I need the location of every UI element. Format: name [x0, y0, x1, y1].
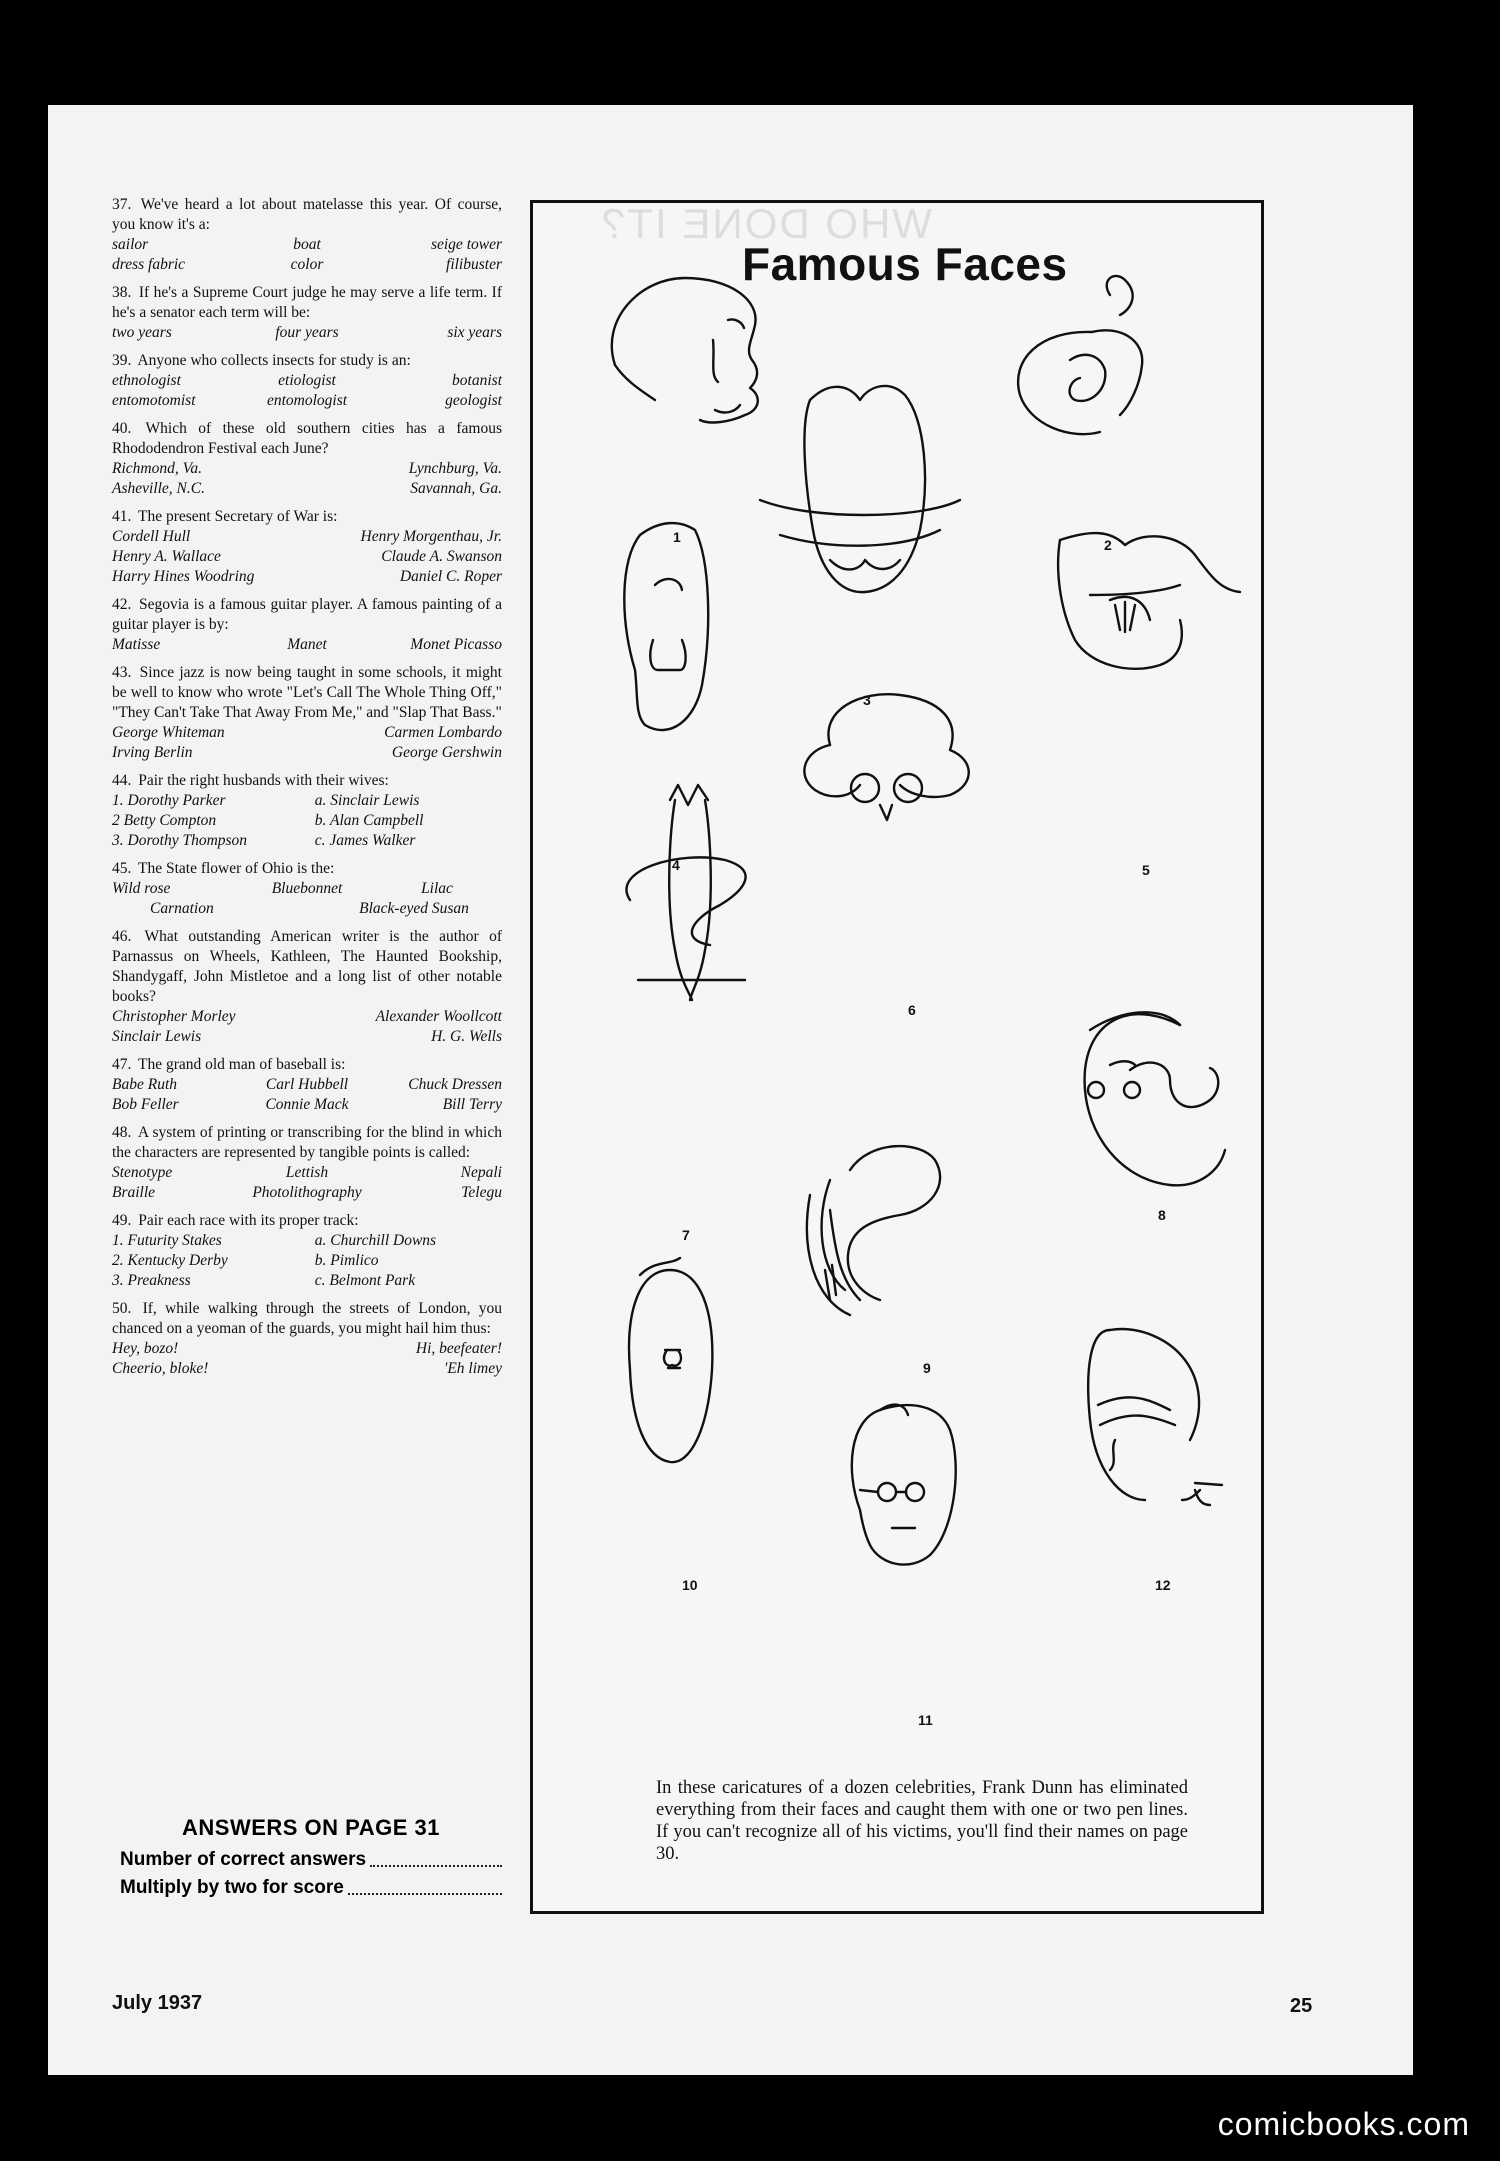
face-8-drawing	[1085, 1012, 1225, 1185]
question-37: 37. We've heard a lot about matelasse this year. Of course, you know it's a: sailor boat seige tower dress fabric color filibuster	[112, 196, 502, 273]
question-options: Matisse Manet Monet Picasso	[112, 636, 502, 653]
question-39: 39. Anyone who collects insects for study is an: ethnologist etiologist botanist entomotomist entomologist geologist	[112, 352, 502, 409]
face-12-drawing	[1088, 1329, 1222, 1505]
question-options: Hey, bozo! Hi, beefeater! Cheerio, bloke! 'Eh limey	[112, 1340, 502, 1377]
question-options: ethnologist etiologist botanist entomotomist entomologist geologist	[112, 372, 502, 409]
answers-heading: ANSWERS ON PAGE 31	[182, 1815, 440, 1840]
face-number-7: 7	[682, 1227, 690, 1243]
face-number-9: 9	[923, 1360, 931, 1376]
face-4-drawing	[624, 523, 708, 730]
watermark: comicbooks.com	[1217, 2106, 1470, 2142]
face-number-4: 4	[672, 857, 680, 873]
question-options: Cordell Hull Henry Morgenthau, Jr. Henry A. Wallace Claude A. Swanson Harry Hines Woodring Daniel C. Roper	[112, 528, 502, 585]
score-line: Multiply by two for score	[120, 1877, 502, 1899]
question-options: sailor boat seige tower dress fabric color filibuster	[112, 236, 502, 273]
face-11-drawing	[852, 1405, 956, 1565]
question-42: 42. Segovia is a famous guitar player. A famous painting of a guitar player is by: Matisse Manet Monet Picasso	[112, 596, 503, 653]
question-options: Stenotype Lettish Nepali Braille Photolithography Telegu	[112, 1164, 502, 1201]
question-pairs: 1. Futurity Stakes a. Churchill Downs 2. Kentucky Derby b. Pimlico 3. Preakness c. Belmont Park	[112, 1232, 437, 1289]
face-number-6: 6	[908, 1002, 916, 1018]
face-5-drawing	[1058, 533, 1240, 669]
question-46: 46. What outstanding American writer is the author of Parnassus on Wheels, Kathleen, The Haunted Bookship, Shandygaff, John Mistletoe and a long list of other notable books? Christopher Morley Alexander Woollcott Sinclair Lewis H. G. Wells	[112, 928, 502, 1045]
face-number-8: 8	[1158, 1207, 1166, 1223]
face-number-12: 12	[1155, 1577, 1171, 1593]
face-6-drawing	[804, 694, 968, 820]
panel-caption: In these caricatures of a dozen celebrities, Frank Dunn has eliminated everything from their faces and caught them with one or two pen lines. If you can't recognize all of his victims, you'll find their names on page 30.	[656, 1778, 1188, 1864]
question-41: 41. The present Secretary of War is: Cordell Hull Henry Morgenthau, Jr. Henry A. Wallace Claude A. Swanson Harry Hines Woodring Daniel C. Roper	[112, 508, 502, 585]
face-number-3: 3	[863, 692, 871, 708]
face-10-drawing	[629, 1258, 712, 1462]
page-number: 25	[1290, 1995, 1313, 2017]
question-options: Babe Ruth Carl Hubbell Chuck Dressen Bob Feller Connie Mack Bill Terry	[112, 1076, 502, 1113]
answers-box	[120, 1815, 502, 1905]
question-options: two years four years six years	[112, 324, 502, 341]
face-1-drawing	[612, 278, 758, 422]
caricature-drawings	[530, 200, 1258, 1760]
question-options: Christopher Morley Alexander Woollcott Sinclair Lewis H. G. Wells	[112, 1008, 502, 1045]
face-3-drawing	[760, 386, 960, 592]
question-options: Wild rose Bluebonnet Lilac	[112, 880, 453, 897]
question-40: 40. Which of these old southern cities has a famous Rhododendron Festival each June? Richmond, Va. Lynchburg, Va. Asheville, N.C. Savannah, Ga.	[112, 420, 502, 497]
question-options: George Whiteman Carmen Lombardo Irving Berlin George Gershwin	[112, 724, 502, 761]
face-9-drawing	[807, 1146, 940, 1315]
question-45: 45. The State flower of Ohio is the: Wild rose Bluebonnet Lilac Carnation Black-eyed Susan	[112, 859, 502, 919]
face-number-10: 10	[682, 1577, 698, 1593]
correct-answers-line: Number of correct answers	[120, 1849, 502, 1871]
question-38: 38. If he's a Supreme Court judge he may serve a life term. If he's a senator each term will be: two years four years six years	[112, 284, 503, 341]
question-44: 44. Pair the right husbands with their wives: 1. Dorothy Parker a. Sinclair Lewis 2 Betty Compton b. Alan Campbell 3. Dorothy Thompson c. James Walker	[112, 771, 502, 851]
question-options: Richmond, Va. Lynchburg, Va. Asheville, N.C. Savannah, Ga.	[112, 460, 502, 497]
question-49: 49. Pair each race with its proper track: 1. Futurity Stakes a. Churchill Downs 2. Kentucky Derby b. Pimlico 3. Preakness c. Belmont Park	[112, 1211, 502, 1291]
face-number-1: 1	[673, 529, 681, 545]
face-2-drawing	[1018, 276, 1142, 434]
face-7-drawing	[626, 785, 745, 1000]
show-through-text: WHO DONE IT?	[600, 200, 933, 247]
face-number-11: 11	[918, 1712, 933, 1728]
face-number-5: 5	[1142, 862, 1150, 878]
question-47: 47. The grand old man of baseball is: Babe Ruth Carl Hubbell Chuck Dressen Bob Feller Connie Mack Bill Terry	[112, 1056, 502, 1113]
face-number-2: 2	[1104, 537, 1112, 553]
question-pairs: 1. Dorothy Parker a. Sinclair Lewis 2 Betty Compton b. Alan Campbell 3. Dorothy Thompson c. James Walker	[112, 792, 424, 849]
quiz-column	[112, 195, 502, 1387]
question-48: 48. A system of printing or transcribing for the blind in which the characters are represented by tangible points is called: Stenotype Lettish Nepali Braille Photolithography Telegu	[112, 1124, 502, 1201]
issue-date: July 1937	[112, 1992, 203, 2014]
question-43: 43. Since jazz is now being taught in some schools, it might be well to know who wrote "Let's Call The Whole Thing Off," "They Can't Take That Away From Me," and "Slap That Bass." George Whiteman Carmen Lombardo Irving Berlin George Gershwin	[112, 664, 502, 761]
panel-title: Famous Faces	[742, 238, 1068, 290]
question-50: 50. If, while walking through the streets of London, you chanced on a yeoman of the guards, you might hail him thus: Hey, bozo! Hi, beefeater! Cheerio, bloke! 'Eh limey	[112, 1300, 503, 1377]
